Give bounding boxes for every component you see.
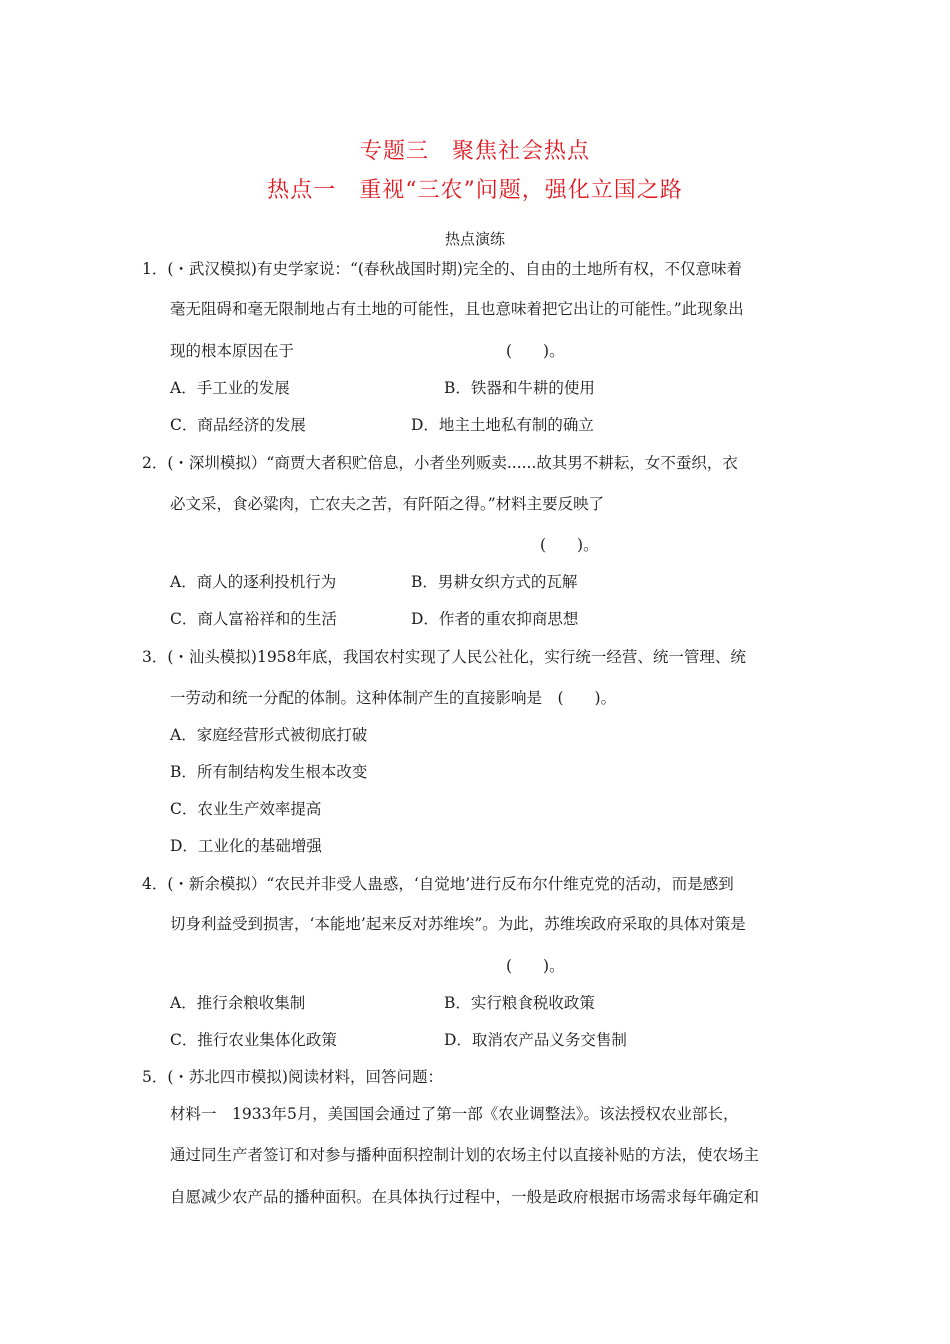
question-5-line-1: 5．(・苏北四市模拟)阅读材料，回答问题： <box>142 1068 443 1086</box>
question-3-line-2: 一劳动和统一分配的体制。这种体制产生的直接影响是 ( )。 <box>170 689 617 707</box>
question-1-option-a: A．手工业的发展 <box>170 379 290 397</box>
question-2-option-b: B．男耕女织方式的瓦解 <box>411 573 578 591</box>
question-2-line-2: 必文采，食必粱肉，亡农夫之苦，有阡陌之得。”材料主要反映了 <box>170 495 605 513</box>
question-1-option-d: D．地主土地私有制的确立 <box>411 416 594 434</box>
question-2-answer-blank: ( )。 <box>540 536 599 554</box>
question-4-answer-blank: ( )。 <box>506 957 565 975</box>
question-4-line-2: 切身利益受到损害，‘本能地’起来反对苏维埃”。为此，苏维埃政府采取的具体对策是 <box>170 915 746 933</box>
question-4-option-a: A．推行余粮收集制 <box>170 994 306 1012</box>
question-4-line-1: 4．(・新余模拟）“农民并非受人蛊惑，‘自觉地’进行反布尔什维克党的活动，而是感到 <box>142 875 734 893</box>
material-1-line-3: 自愿减少农产品的播种面积。在具体执行过程中，一般是政府根据市场需求每年确定和 <box>170 1188 760 1206</box>
page-subtitle: 热点一 重视“三农”问题，强化立国之路 <box>267 178 683 203</box>
section-heading: 热点演练 <box>444 230 505 248</box>
question-1-option-b: B．铁器和牛耕的使用 <box>444 379 595 397</box>
question-3-option-c: C．农业生产效率提高 <box>170 800 322 818</box>
question-1-answer-blank: ( )。 <box>506 342 565 360</box>
material-1-line-1: 材料一 1933年5月，美国国会通过了第一部《农业调整法》。该法授权农业部长， <box>170 1105 739 1123</box>
question-4-option-b: B．实行粮食税收政策 <box>444 994 595 1012</box>
question-1-line-2: 毫无阻碍和毫无限制地占有土地的可能性，且也意味着把它出让的可能性。”此现象出 <box>170 300 744 318</box>
question-3-line-1: 3．(・汕头模拟)1958年底，我国农村实现了人民公社化，实行统一经营、统一管理、统 <box>142 648 746 666</box>
question-2-option-a: A．商人的逐利投机行为 <box>170 573 337 591</box>
question-1-option-c: C．商品经济的发展 <box>170 416 306 434</box>
question-2-line-1: 2．(・深圳模拟）“商贾大者积贮倍息，小者坐列贩卖......故其男不耕耘，女不蚕织，衣 <box>142 454 738 472</box>
question-1-line-3: 现的根本原因在于 <box>170 342 295 360</box>
page-title: 专题三 聚焦社会热点 <box>359 139 590 164</box>
question-2-option-c: C．商人富裕祥和的生活 <box>170 610 337 628</box>
question-3-option-d: D．工业化的基础增强 <box>170 837 322 855</box>
question-1-line-1: 1．(・武汉模拟)有史学家说：“(春秋战国时期)完全的、自由的土地所有权，不仅意味着 <box>142 260 742 278</box>
question-3-option-a: A．家庭经营形式被彻底打破 <box>170 726 368 744</box>
question-4-option-c: C．推行农业集体化政策 <box>170 1031 337 1049</box>
material-1-line-2: 通过同生产者签订和对参与播种面积控制计划的农场主付以直接补贴的方法，使农场主 <box>170 1146 760 1164</box>
question-2-option-d: D．作者的重农抑商思想 <box>411 610 579 628</box>
question-4-option-d: D．取消农产品义务交售制 <box>444 1031 627 1049</box>
question-3-option-b: B．所有制结构发生根本改变 <box>170 763 368 781</box>
